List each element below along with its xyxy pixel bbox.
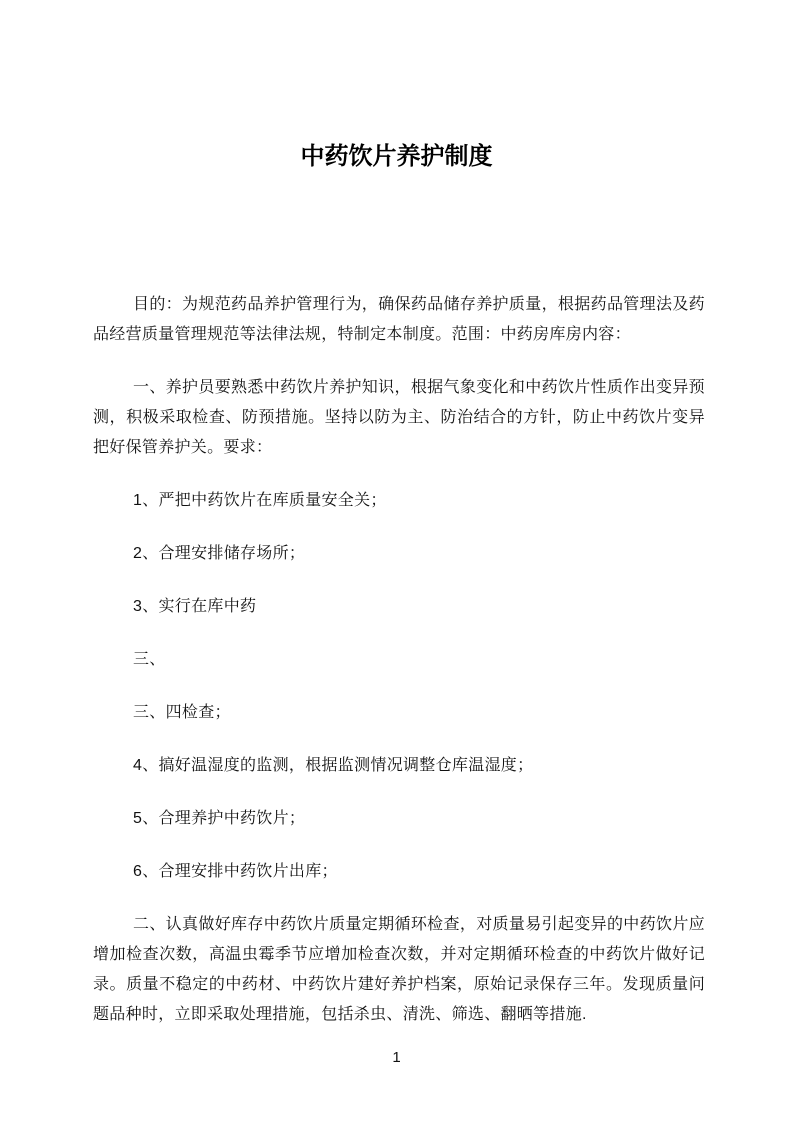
paragraph: 4、搞好温湿度的监测，根据监测情况调整仓库温湿度； xyxy=(133,757,534,774)
paragraph: 1、严把中药饮片在库质量安全关； xyxy=(133,492,387,509)
paragraph: 6、合理安排中药饮片出库； xyxy=(133,863,338,880)
document-body xyxy=(0,290,793,1030)
page-number: 1 xyxy=(392,1049,401,1066)
page-title: 中药饮片养护制度 xyxy=(300,143,493,170)
paragraph: 三、 xyxy=(133,651,166,668)
paragraph: 三、四检查； xyxy=(133,704,231,721)
paragraph: 3、实行在库中药 xyxy=(133,598,257,615)
paragraph: 一、养护员要熟悉中药饮片养护知识，根据气象变化和中药饮片性质作出变异预测，积极采取检查、防预措施。坚持以防为主、防治结合的方针，防止中药饮片变异把好保管养护关。要求： xyxy=(93,379,705,456)
paragraph: 5、合理养护中药饮片； xyxy=(133,810,306,827)
paragraph: 目的：为规范药品养护管理行为，确保药品储存养护质量，根据药品管理法及药品经营质量管理规范等法律法规，特制定本制度。范围：中药房库房内容： xyxy=(93,296,705,343)
paragraph: 二、认真做好库存中药饮片质量定期循环检查，对质量易引起变异的中药饮片应增加检查次数，高温虫霉季节应增加检查次数，并对定期循环检查的中药饮片做好记录。质量不稳定的中药材、中药饮片建好养护档案，原始记录保存三年。发现质量问题品种时，立即采取处理措施，包括杀虫、清洗、筛选、翻晒等措施. xyxy=(93,916,705,1023)
paragraph: 2、合理安排储存场所； xyxy=(133,545,306,562)
